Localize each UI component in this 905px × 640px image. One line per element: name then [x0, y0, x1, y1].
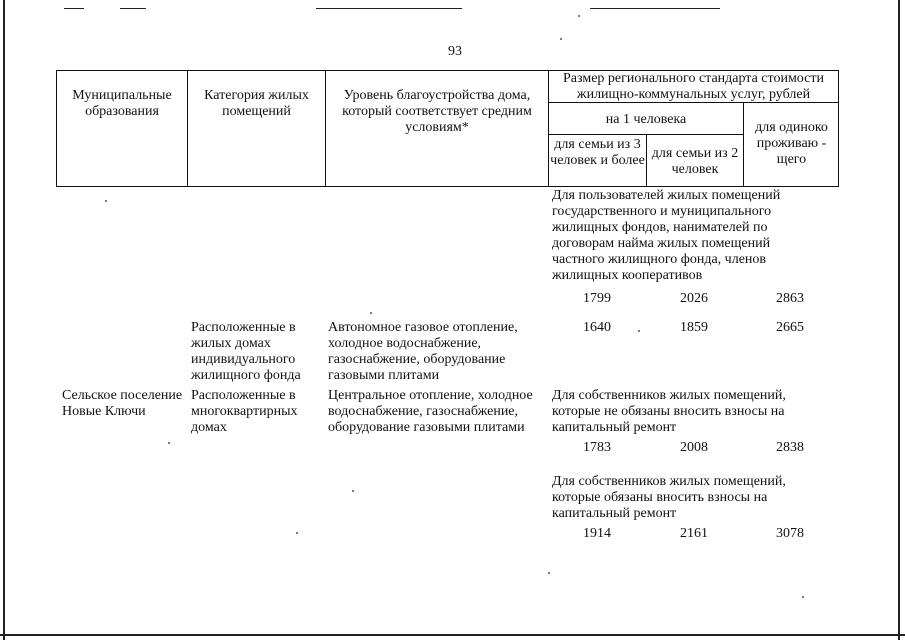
- scan-left-border: [3, 0, 5, 640]
- scan-top-line-3: [316, 8, 462, 9]
- header-category: Категория жилых помещений: [204, 88, 309, 119]
- scan-speck: [578, 15, 580, 17]
- category-apartment: Расположенные в многоквартирных домах: [191, 388, 298, 435]
- users-value-single: 2863: [776, 291, 804, 306]
- col-border-3: [548, 70, 549, 187]
- header-per-person: на 1 человека: [605, 112, 687, 127]
- owners-not-obliged-text: Для собственников жилых помещений, которые не обязаны вносить взносы на капитальный ремонт: [552, 388, 786, 435]
- owners-obliged-single: 3078: [776, 526, 804, 541]
- scan-speck: [548, 572, 550, 574]
- header-family-2: для семьи из 2 человек: [651, 146, 739, 177]
- table-right-border: [838, 70, 839, 187]
- scan-right-border: [898, 0, 900, 640]
- scan-speck: [370, 312, 372, 314]
- individual-value-family3: 1640: [583, 320, 611, 335]
- header-bottom-border: [56, 186, 839, 187]
- level-autonomous: Автономное газовое отопление, холодное водоснабжение, газоснабжение, оборудование газовыми плитами: [328, 320, 518, 383]
- col-border-1: [187, 70, 188, 187]
- col-border-4: [646, 134, 647, 187]
- table-left-border: [56, 70, 57, 187]
- owners-obliged-family3: 1914: [583, 526, 611, 541]
- scan-speck: [560, 38, 562, 40]
- scan-top-line-1: [64, 8, 84, 9]
- scan-speck: [105, 200, 107, 202]
- scan-speck: [802, 596, 804, 598]
- page-number: 93: [448, 44, 462, 59]
- individual-value-single: 2665: [776, 320, 804, 335]
- users-group-text: Для пользователей жилых помещений государственного и муниципального жилищных фондов, нанимателей по договорам найма жилых помещений частного жилищного фонда, членов жилищных кооперативов: [552, 188, 781, 283]
- header-level: Уровень благоустройства дома, который соответствует средним условиям*: [342, 88, 532, 135]
- owners-not-obliged-single: 2838: [776, 440, 804, 455]
- users-value-family3: 1799: [583, 291, 611, 306]
- users-value-family2: 2026: [680, 291, 708, 306]
- municipality-name: Сельское поселение Новые Ключи: [62, 388, 183, 419]
- owners-not-obliged-family3: 1783: [583, 440, 611, 455]
- scan-speck: [296, 532, 298, 534]
- col-border-2: [325, 70, 326, 187]
- scan-speck: [638, 330, 640, 332]
- scan-speck: [168, 442, 170, 444]
- header-standard-size: Размер регионального стандарта стоимости жилищно-коммунальных услуг, рублей: [563, 71, 824, 102]
- header-municipalities: Муниципальные образования: [72, 88, 172, 119]
- owners-not-obliged-family2: 2008: [680, 440, 708, 455]
- individual-value-family2: 1859: [680, 320, 708, 335]
- level-central: Центральное отопление, холодное водоснабжение, газоснабжение, оборудование газовыми плитами: [328, 388, 533, 435]
- owners-obliged-family2: 2161: [680, 526, 708, 541]
- scan-speck: [352, 490, 354, 492]
- scan-top-line-2: [120, 8, 146, 9]
- header-single: для одиноко проживаю - щего: [755, 120, 828, 167]
- owners-obliged-text: Для собственников жилых помещений, которые обязаны вносить взносы на капитальный ремонт: [552, 474, 786, 521]
- header-family-3: для семьи из 3 человек и более: [550, 137, 645, 168]
- col-border-5: [743, 102, 744, 187]
- category-individual: Расположенные в жилых домах индивидуального жилищного фонда: [191, 320, 301, 383]
- scan-bottom-border: [0, 634, 905, 636]
- scan-top-line-4: [590, 8, 720, 9]
